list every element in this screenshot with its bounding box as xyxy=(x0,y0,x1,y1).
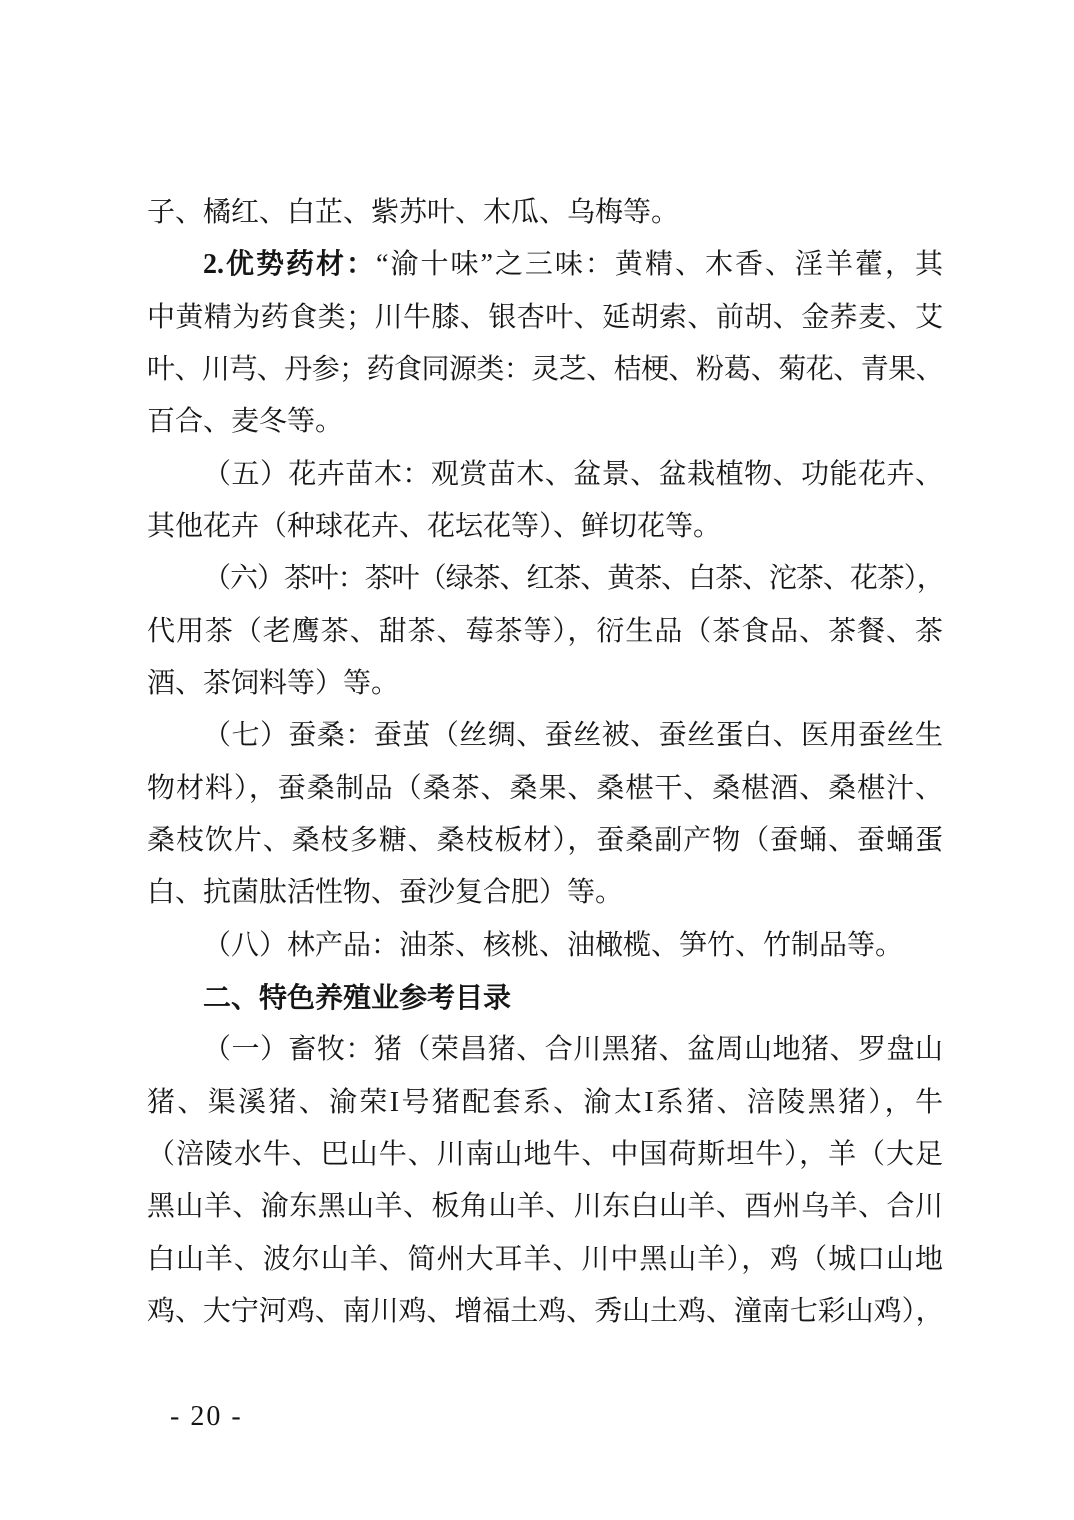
line-text: 白山羊、波尔山羊、简州大耳羊、川中黑山羊），鸡（城口山地 xyxy=(147,1243,943,1275)
text-line xyxy=(147,1181,943,1233)
text-line xyxy=(147,763,943,815)
line-text: 酒、茶饲料等）等。 xyxy=(147,667,400,699)
line-text: 猪（荣昌猪、合川黑猪、盆周山地猪、罗盘山 xyxy=(373,1034,943,1066)
line-text: 物材料），蚕桑制品（桑茶、桑果、桑椹干、桑椹酒、桑椹汁、 xyxy=(147,772,943,804)
line-text: 观赏苗木、盆景、盆栽植物、功能花卉、 xyxy=(430,458,943,490)
text-line xyxy=(147,867,943,919)
paragraph-heading: （六）茶叶： xyxy=(203,563,365,595)
section-title: 二、特色养殖业参考目录 xyxy=(203,980,512,1014)
text-line xyxy=(147,396,943,448)
line-text: 白、抗菌肽活性物、蚕沙复合肥）等。 xyxy=(147,877,624,909)
line-text: 蚕茧（丝绸、蚕丝被、蚕丝蛋白、医用蚕丝生 xyxy=(373,720,943,752)
text-line xyxy=(147,553,943,605)
body-text xyxy=(147,187,943,1338)
paragraph-heading: （七）蚕桑： xyxy=(203,720,374,752)
paragraph-heading: （八）林产品： xyxy=(203,929,400,961)
line-text: 百合、麦冬等。 xyxy=(147,406,344,438)
line-text: “渝十味”之三味：黄精、木香、淫羊藿，其 xyxy=(376,249,943,281)
paragraph-heading: 2.优势药材： xyxy=(203,249,377,281)
page-number: - 20 - xyxy=(170,1401,243,1432)
text-line xyxy=(147,239,943,291)
text-line xyxy=(147,501,943,553)
line-text: 叶、川芎、丹参；药食同源类：灵芝、桔梗、粉葛、菊花、青果、 xyxy=(147,353,943,385)
line-text: 代用茶（老鹰茶、甜茶、莓茶等），衍生品（茶食品、茶餐、茶 xyxy=(147,615,943,647)
text-line xyxy=(147,292,943,344)
text-line xyxy=(147,920,943,972)
text-line xyxy=(147,815,943,867)
line-text: 黑山羊、渝东黑山羊、板角山羊、川东白山羊、酉州乌羊、合川 xyxy=(147,1191,943,1223)
text-line xyxy=(147,658,943,710)
line-text: 子、橘红、白芷、紫苏叶、木瓜、乌梅等。 xyxy=(147,197,680,228)
line-text: 其他花卉（种球花卉、花坛花等）、鲜切花等。 xyxy=(147,510,722,542)
paragraph-heading: （五）花卉苗木： xyxy=(203,458,431,490)
line-text: 猪、渠溪猪、渝荣I号猪配套系、渝太I系猪、涪陵黑猪），牛 xyxy=(147,1086,943,1118)
text-line xyxy=(147,1077,943,1129)
text-line xyxy=(147,606,943,658)
text-line xyxy=(147,344,943,396)
text-line xyxy=(147,1129,943,1181)
paragraph-heading: （一）畜牧： xyxy=(203,1034,374,1066)
text-line xyxy=(147,449,943,501)
text-line xyxy=(147,710,943,762)
text-line xyxy=(147,187,943,239)
line-text: 茶叶（绿茶、红茶、黄茶、白茶、沱茶、花茶）， xyxy=(364,563,943,595)
text-line xyxy=(147,1286,943,1338)
text-line xyxy=(147,1024,943,1076)
line-text: （涪陵水牛、巴山牛、川南山地牛、中国荷斯坦牛），羊（大足 xyxy=(147,1138,943,1170)
text-line xyxy=(147,972,943,1024)
line-text: 鸡、大宁河鸡、南川鸡、增福土鸡、秀山土鸡、潼南七彩山鸡）， xyxy=(147,1295,943,1327)
line-text: 中黄精为药食类；川牛膝、银杏叶、延胡索、前胡、金荞麦、艾 xyxy=(147,301,943,333)
line-text: 桑枝饮片、桑枝多糖、桑枝板材），蚕桑副产物（蚕蛹、蚕蛹蛋 xyxy=(147,824,943,856)
text-line xyxy=(147,1234,943,1286)
line-text: 油茶、核桃、油橄榄、笋竹、竹制品等。 xyxy=(399,929,904,961)
